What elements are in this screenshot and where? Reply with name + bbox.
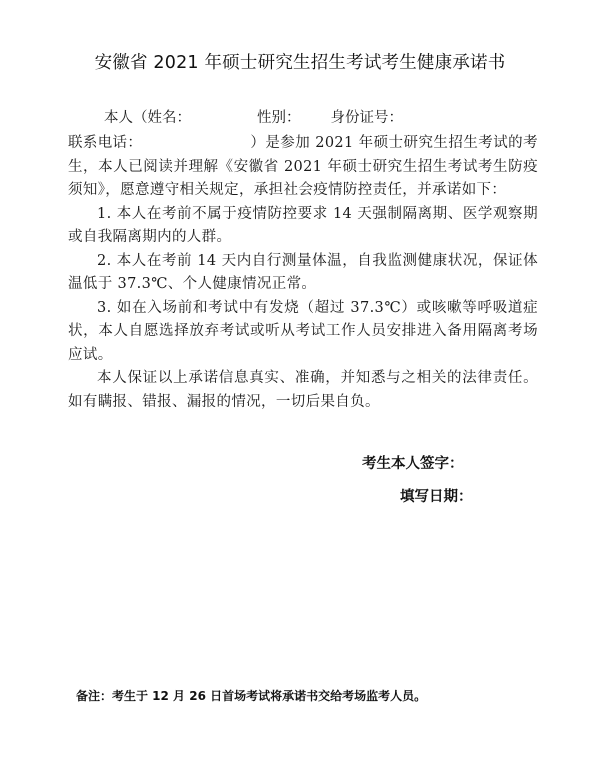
footnote: 备注：考生于 12 月 26 日首场考试将承诺书交给考场监考人员。 bbox=[76, 689, 427, 703]
commitment-body bbox=[68, 132, 538, 414]
commitment-item-2: 2. 本人在考前 14 天内自行测量体温，自我监测健康状况，保证体温低于 37.3℃、个人健康情况正常。 bbox=[68, 252, 538, 292]
name-field-label: 本人（姓名： bbox=[104, 110, 191, 126]
identity-row bbox=[68, 106, 538, 127]
document-title: 安徽省 2021 年硕士研究生招生考试考生健康承诺书 bbox=[94, 53, 506, 73]
id-number-field-label: 身份证号： bbox=[330, 110, 403, 126]
guarantee-paragraph: 本人保证以上承诺信息真实、准确，并知悉与之相关的法律责任。如有瞒报、错报、漏报的情况，一切后果自负。 bbox=[68, 370, 538, 410]
commitment-item-1: 1. 本人在考前不属于疫情防控要求 14 天强制隔离期、医学观察期或自我隔离期内的人群。 bbox=[68, 205, 538, 245]
commitment-item-3: 3. 如在入场前和考试中有发烧（超过 37.3℃）或咳嗽等呼吸道症状，本人自愿选择放弃考试或听从考试工作人员安排进入备用隔离考场应试。 bbox=[68, 299, 538, 363]
date-label: 填写日期： bbox=[400, 489, 473, 505]
signature-label: 考生本人签字： bbox=[362, 456, 464, 472]
gender-field-label: 性别： bbox=[257, 110, 301, 126]
intro-text: ）是参加 2021 年硕士研究生招生考试的考生，本人已阅读并理解《安徽省 2021 年硕士研究生招生考试考生防疫须知》，愿意遵守相关规定，承担社会疫情防控责任，并承诺如下： bbox=[68, 135, 538, 198]
intro-paragraph bbox=[68, 132, 538, 203]
phone-field-label: 联系电话： bbox=[68, 135, 143, 151]
